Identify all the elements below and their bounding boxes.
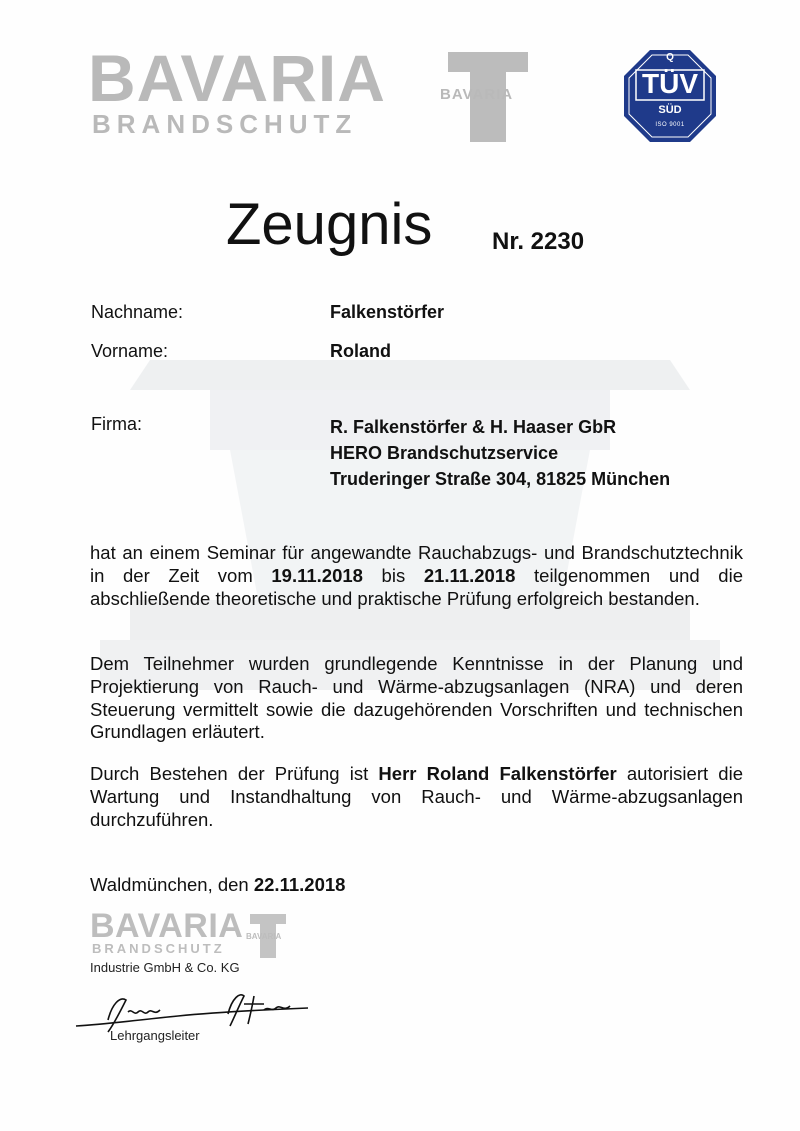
surname-label: Nachname:: [91, 302, 184, 322]
paragraph-authorization: [90, 763, 743, 831]
date-to: 21.11.2018: [423, 564, 516, 586]
paragraph-text: teilgenommen und die abschließende theoretische und praktische Prüfung erfolgreich bestanden.: [90, 564, 743, 609]
firstname-label: Vorname:: [91, 341, 169, 361]
tuv-badge: [622, 48, 718, 144]
signature-role: Lehrgangsleiter: [110, 1028, 200, 1043]
date-from: 19.11.2018: [271, 564, 363, 586]
tuv-iso-text: ISO 9001: [655, 122, 685, 128]
firstname-value: Roland: [330, 341, 391, 361]
participant-name: Herr Roland Falkenstörfer: [378, 763, 617, 784]
brand-logo-small: BAVARIA: [440, 86, 514, 103]
footer-logo-title: BAVARIA: [90, 907, 244, 945]
paragraph-text: autorisiert die Wartung und Instandhaltung von Rauch- und Wärme-abzugsanlagen durchzuführen.: [90, 763, 743, 830]
paragraph-text: Durch Bestehen der Prüfung ist: [90, 763, 379, 784]
place-date: [90, 874, 345, 896]
paragraph-seminar: [90, 542, 743, 610]
paragraph-text: hat an einem Seminar für angewandte Rauchabzugs- und Brandschutztechnik in der Zeit vom: [90, 542, 743, 586]
footer-logo-subtitle: BRANDSCHUTZ: [92, 941, 225, 956]
company-division: HERO Brandschutzservice: [330, 443, 559, 463]
tuv-sud-text: SÜD: [658, 104, 682, 116]
issuer-company: Industrie GmbH & Co. KG: [90, 960, 240, 975]
company-name: R. Falkenstörfer & H. Haaser GbR: [330, 417, 617, 437]
tuv-q-letter: Q: [666, 52, 674, 63]
tuv-text: TÜV: [642, 68, 698, 99]
footer-logo-small: BAVARIA: [246, 932, 282, 941]
paragraph-knowledge: Dem Teilnehmer wurden grundlegende Kenntnisse in der Planung und Projektierung von Rauch- und Wärme-abzugsanlagen (NRA) und deren Steuerung vermittelt sowie die dazugehörenden Vorschriften und technischen Grundlagen erläutert.: [90, 653, 743, 743]
paragraph-text: bis: [362, 564, 424, 586]
place-text: Waldmünchen, den: [90, 874, 254, 895]
issue-date: 22.11.2018: [253, 874, 346, 895]
certificate-title: Zeugnis: [226, 192, 433, 257]
surname-value: Falkenstörfer: [330, 302, 445, 322]
company-address: Truderinger Straße 304, 81825 München: [330, 469, 671, 489]
company-label: Firma:: [91, 414, 142, 434]
watermark-image: [90, 280, 730, 700]
brand-logo-title: BAVARIA: [88, 41, 386, 115]
brand-logo-subtitle: BRANDSCHUTZ: [92, 109, 358, 139]
certificate-number: Nr. 2230: [492, 228, 585, 255]
